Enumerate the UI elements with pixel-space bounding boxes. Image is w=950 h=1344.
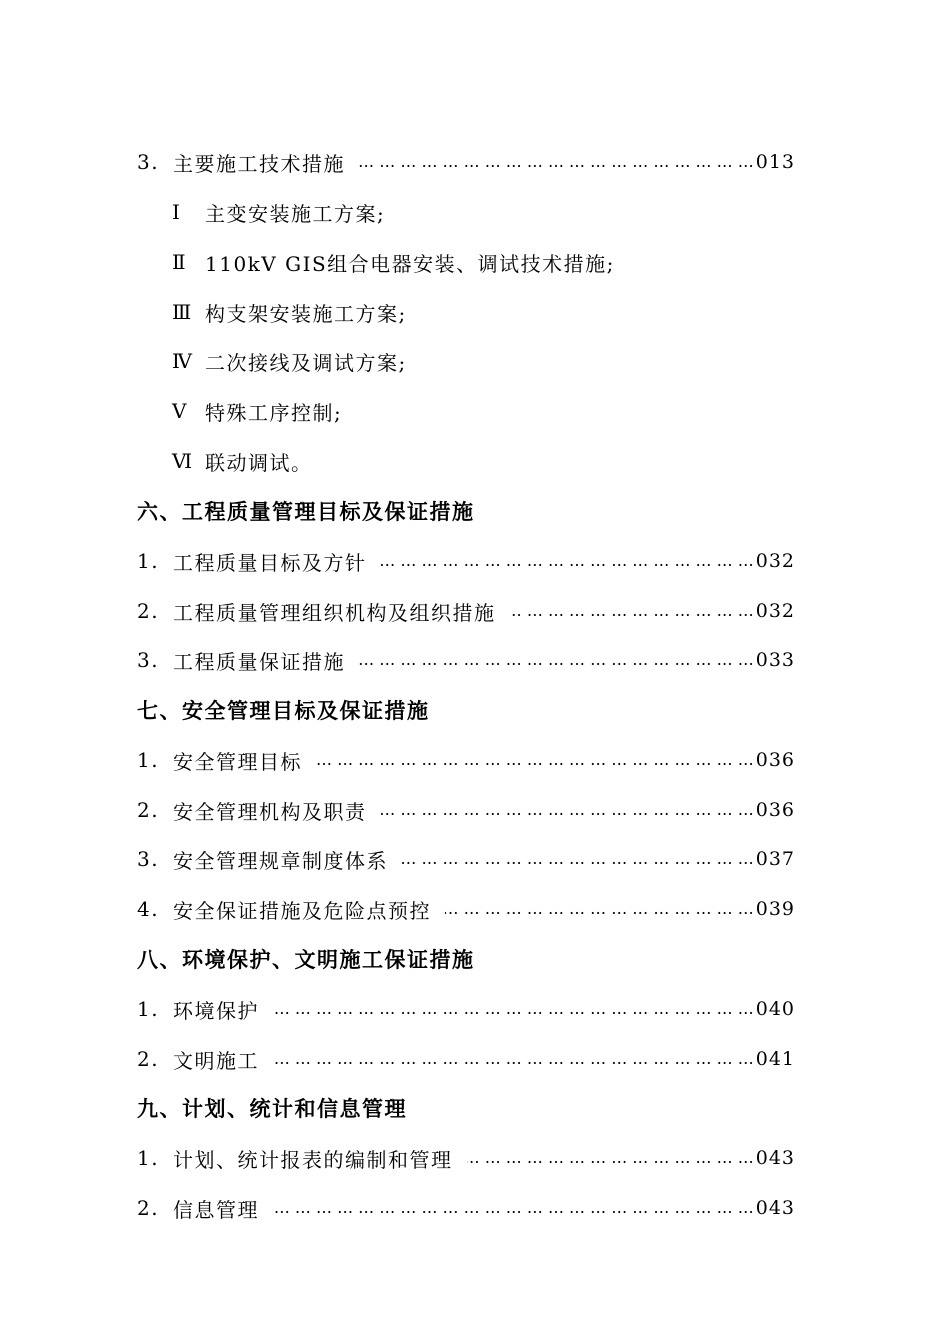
toc-dot-leader (273, 1193, 754, 1223)
toc-dot-leader (316, 745, 754, 775)
toc-entry-number: 1. (137, 997, 160, 1021)
toc-entry-title: 安全管理目标 (173, 749, 302, 774)
toc-dot-leader (445, 894, 754, 924)
toc-entry-number: Ⅴ (172, 399, 188, 423)
toc-entry-title: 工程质量管理组织机构及组织措施 (173, 600, 496, 625)
toc-entry-7-1[interactable] (137, 745, 795, 775)
toc-entry-number: Ⅱ (172, 250, 188, 274)
toc-entry-title: 安全管理规章制度体系 (173, 848, 388, 873)
toc-subentry-v[interactable] (172, 396, 795, 426)
toc-entry-title: 文明施工 (173, 1048, 259, 1073)
toc-entry-page: 043 (755, 1147, 795, 1169)
toc-entry-title: 信息管理 (173, 1197, 259, 1222)
toc-entry-number: 1. (137, 1146, 160, 1170)
toc-entry-6-1[interactable] (137, 546, 795, 576)
toc-entry-title: 主要施工技术措施 (173, 151, 345, 176)
toc-dot-leader (467, 1143, 754, 1173)
toc-entry-5-3[interactable] (137, 147, 795, 177)
toc-entry-number: 2. (137, 1196, 160, 1220)
toc-entry-title: 二次接线及调试方案; (205, 350, 407, 375)
toc-dot-leader (273, 1044, 754, 1074)
toc-heading-6[interactable]: 六、工程质量管理目标及保证措施 (137, 499, 475, 524)
toc-entry-number: 3. (137, 150, 160, 174)
toc-entry-title: 工程质量保证措施 (173, 649, 345, 674)
toc-dot-leader (510, 596, 754, 626)
toc-entry-title: 主变安装施工方案; (205, 201, 386, 226)
toc-dot-leader (273, 994, 754, 1024)
toc-entry-page: 036 (755, 749, 795, 771)
toc-entry-number: Ⅵ (172, 449, 194, 473)
toc-entry-number: Ⅰ (172, 200, 182, 224)
toc-entry-number: 1. (137, 549, 160, 573)
toc-heading-8[interactable]: 八、环境保护、文明施工保证措施 (137, 947, 475, 972)
toc-entry-6-3[interactable] (137, 645, 795, 675)
toc-entry-page: 039 (755, 898, 795, 920)
toc-entry-number: 2. (137, 599, 160, 623)
toc-entry-title: 特殊工序控制; (205, 400, 343, 425)
toc-dot-leader (359, 645, 754, 675)
toc-entry-7-2[interactable] (137, 795, 795, 825)
toc-entry-7-3[interactable] (137, 844, 795, 874)
toc-entry-8-1[interactable] (137, 994, 795, 1024)
toc-entry-6-2[interactable] (137, 596, 795, 626)
toc-entry-number: Ⅲ (172, 300, 193, 324)
toc-entry-7-4[interactable] (137, 894, 795, 924)
toc-entry-title: 110kV GIS组合电器安装、调试技术措施; (205, 251, 615, 276)
toc-dot-leader (359, 147, 754, 177)
toc-subentry-ii[interactable] (172, 247, 795, 277)
toc-entry-title: 工程质量目标及方针 (173, 550, 367, 575)
toc-entry-number: 3. (137, 847, 160, 871)
toc-entry-page: 040 (755, 998, 795, 1020)
toc-entry-number: 1. (137, 748, 160, 772)
toc-entry-number: Ⅳ (172, 349, 194, 373)
toc-entry-page: 032 (755, 600, 795, 622)
toc-entry-page: 033 (755, 649, 795, 671)
toc-entry-9-2[interactable] (137, 1193, 795, 1223)
toc-entry-number: 2. (137, 1047, 160, 1071)
toc-entry-page: 043 (755, 1197, 795, 1219)
toc-heading-9[interactable]: 九、计划、统计和信息管理 (137, 1096, 407, 1121)
toc-entry-8-2[interactable] (137, 1044, 795, 1074)
toc-entry-page: 037 (755, 848, 795, 870)
toc-entry-title: 安全管理机构及职责 (173, 799, 367, 824)
toc-dot-leader (381, 546, 754, 576)
toc-subentry-i[interactable] (172, 197, 795, 227)
toc-dot-leader (381, 795, 754, 825)
toc-entry-title: 联动调试。 (205, 450, 313, 475)
toc-entry-9-1[interactable] (137, 1143, 795, 1173)
toc-dot-leader (402, 844, 754, 874)
toc-entry-page: 036 (755, 799, 795, 821)
toc-entry-number: 3. (137, 648, 160, 672)
toc-subentry-vi[interactable] (172, 446, 795, 476)
toc-subentry-iv[interactable] (172, 346, 795, 376)
toc-entry-title: 构支架安装施工方案; (205, 301, 407, 326)
toc-entry-page: 041 (755, 1048, 795, 1070)
toc-entry-title: 环境保护 (173, 998, 259, 1023)
toc-entry-page: 032 (755, 550, 795, 572)
toc-entry-title: 计划、统计报表的编制和管理 (173, 1147, 453, 1172)
toc-heading-7[interactable]: 七、安全管理目标及保证措施 (137, 698, 430, 723)
toc-subentry-iii[interactable] (172, 297, 795, 327)
toc-entry-title: 安全保证措施及危险点预控 (173, 898, 431, 923)
toc-entry-page: 013 (755, 151, 795, 173)
toc-entry-number: 4. (137, 897, 160, 921)
toc-entry-number: 2. (137, 798, 160, 822)
